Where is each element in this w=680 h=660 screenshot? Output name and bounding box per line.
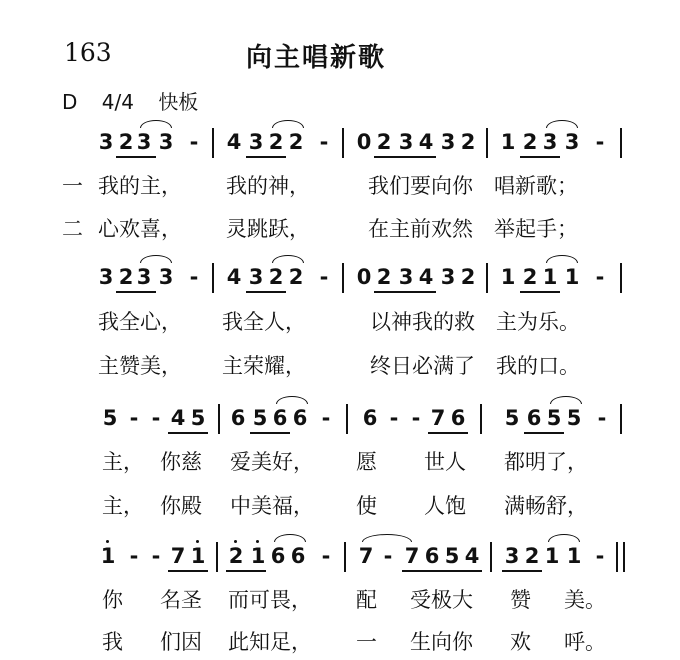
note: 7 [358, 544, 374, 568]
lyric: 满畅舒， [504, 494, 588, 518]
note: 1 [250, 544, 266, 568]
note: - [383, 544, 393, 568]
lyric: 灵跳跃， [226, 217, 310, 241]
note: 5 [546, 406, 562, 430]
note: 3 [504, 544, 520, 568]
note: 1 [566, 544, 582, 568]
system-3-notes [0, 404, 680, 436]
lyric: 我的神， [226, 174, 310, 198]
note: - [595, 265, 605, 289]
note: - [129, 544, 139, 568]
note: 2 [268, 265, 284, 289]
lyric: 我 [102, 630, 123, 654]
lyric: 一 [356, 630, 377, 654]
note: - [389, 406, 399, 430]
note: 5 [252, 406, 268, 430]
note: 5 [504, 406, 520, 430]
lyric: 你慈 [160, 450, 202, 474]
note: 5 [102, 406, 118, 430]
lyric: 愿 [356, 450, 377, 474]
note: 2 [288, 265, 304, 289]
lyric: 名圣 [160, 588, 202, 612]
note: - [319, 265, 329, 289]
note: 2 [460, 265, 476, 289]
hymn-number: 163 [64, 38, 112, 67]
note: 3 [136, 130, 152, 154]
note: 2 [460, 130, 476, 154]
note: 3 [248, 130, 264, 154]
lyric: 而可畏， [228, 588, 312, 612]
note: 0 [356, 265, 372, 289]
note: 2 [376, 265, 392, 289]
song-title: 向主唱新歌 [246, 43, 387, 73]
note: 4 [226, 265, 242, 289]
note: - [129, 406, 139, 430]
note: 2 [118, 130, 134, 154]
lyric: 世人 [424, 450, 466, 474]
note: 3 [564, 130, 580, 154]
system-2-notes [0, 263, 680, 295]
note: 1 [564, 265, 580, 289]
note: 7 [170, 544, 186, 568]
note: 5 [566, 406, 582, 430]
lyric: 主赞美， [98, 354, 182, 378]
note: 2 [288, 130, 304, 154]
note: 7 [430, 406, 446, 430]
note: 3 [158, 265, 174, 289]
note: 4 [464, 544, 480, 568]
note: 2 [522, 130, 538, 154]
note: 1 [190, 544, 206, 568]
lyric: 我全人， [222, 310, 306, 334]
note: 3 [398, 130, 414, 154]
lyric: 呼。 [564, 630, 606, 654]
lyric: 受极大 [410, 588, 473, 612]
note: - [189, 265, 199, 289]
lyric: 此知足， [228, 630, 312, 654]
lyric: 都明了， [504, 450, 588, 474]
note: 1 [544, 544, 560, 568]
lyric: 心欢喜， [98, 217, 182, 241]
note: 2 [522, 265, 538, 289]
note: 6 [290, 544, 306, 568]
note: 4 [418, 265, 434, 289]
note: 4 [418, 130, 434, 154]
lyric: 主， [102, 450, 144, 474]
note: 3 [98, 130, 114, 154]
note: - [321, 406, 331, 430]
lyric: 配 [356, 588, 377, 612]
note: - [319, 130, 329, 154]
note: - [151, 406, 161, 430]
note: 6 [424, 544, 440, 568]
note: 3 [440, 130, 456, 154]
note: 6 [526, 406, 542, 430]
verse-label-2: 二 [62, 217, 83, 241]
lyric: 以神我的救 [370, 310, 475, 334]
lyric: 主荣耀， [222, 354, 306, 378]
note: 3 [542, 130, 558, 154]
note: 2 [118, 265, 134, 289]
note: 3 [248, 265, 264, 289]
note: 2 [268, 130, 284, 154]
note: 6 [272, 406, 288, 430]
note: 2 [376, 130, 392, 154]
note: - [595, 130, 605, 154]
note: - [189, 130, 199, 154]
note: 6 [450, 406, 466, 430]
note: 6 [362, 406, 378, 430]
note: 6 [292, 406, 308, 430]
lyric: 在主前欢然 [368, 217, 473, 241]
lyric: 举起手； [494, 217, 578, 241]
lyric: 你 [102, 588, 123, 612]
note: 3 [136, 265, 152, 289]
lyric: 终日必满了 [370, 354, 475, 378]
note: 2 [228, 544, 244, 568]
note: 1 [500, 265, 516, 289]
note: 1 [542, 265, 558, 289]
lyric: 们因 [160, 630, 202, 654]
verse-label-1: 一 [62, 174, 83, 198]
note: 4 [170, 406, 186, 430]
lyric: 赞 [510, 588, 531, 612]
system-1-notes [0, 128, 680, 160]
note: 3 [398, 265, 414, 289]
lyric: 爱美好， [230, 450, 314, 474]
time-signature: 4/4 [101, 90, 134, 114]
note: 6 [230, 406, 246, 430]
note: 4 [226, 130, 242, 154]
lyric: 我的口。 [496, 354, 580, 378]
note: - [597, 406, 607, 430]
lyric: 唱新歌； [494, 174, 578, 198]
note: 2 [524, 544, 540, 568]
lyric: 我的主， [98, 174, 182, 198]
lyric: 美。 [564, 588, 606, 612]
note: 6 [270, 544, 286, 568]
lyric: 中美福， [230, 494, 314, 518]
note: 1 [500, 130, 516, 154]
lyric: 我们要向你 [368, 174, 473, 198]
key-signature: D [62, 90, 78, 114]
note: 0 [356, 130, 372, 154]
note: - [321, 544, 331, 568]
note: - [151, 544, 161, 568]
key-meter-tempo [62, 86, 216, 115]
lyric: 生向你 [410, 630, 473, 654]
system-4-notes [0, 542, 680, 574]
lyric: 主为乐。 [496, 310, 580, 334]
note: 3 [440, 265, 456, 289]
lyric: 我全心， [98, 310, 182, 334]
note: 3 [98, 265, 114, 289]
lyric: 人饱 [424, 494, 466, 518]
note: 1 [100, 544, 116, 568]
note: 5 [190, 406, 206, 430]
lyric: 欢 [510, 630, 531, 654]
note: 7 [404, 544, 420, 568]
lyric: 你殿 [160, 494, 202, 518]
note: 5 [444, 544, 460, 568]
note: - [595, 544, 605, 568]
lyric: 使 [356, 494, 377, 518]
note: 3 [158, 130, 174, 154]
tempo-marking: 快板 [158, 90, 199, 114]
note: - [411, 406, 421, 430]
lyric: 主， [102, 494, 144, 518]
